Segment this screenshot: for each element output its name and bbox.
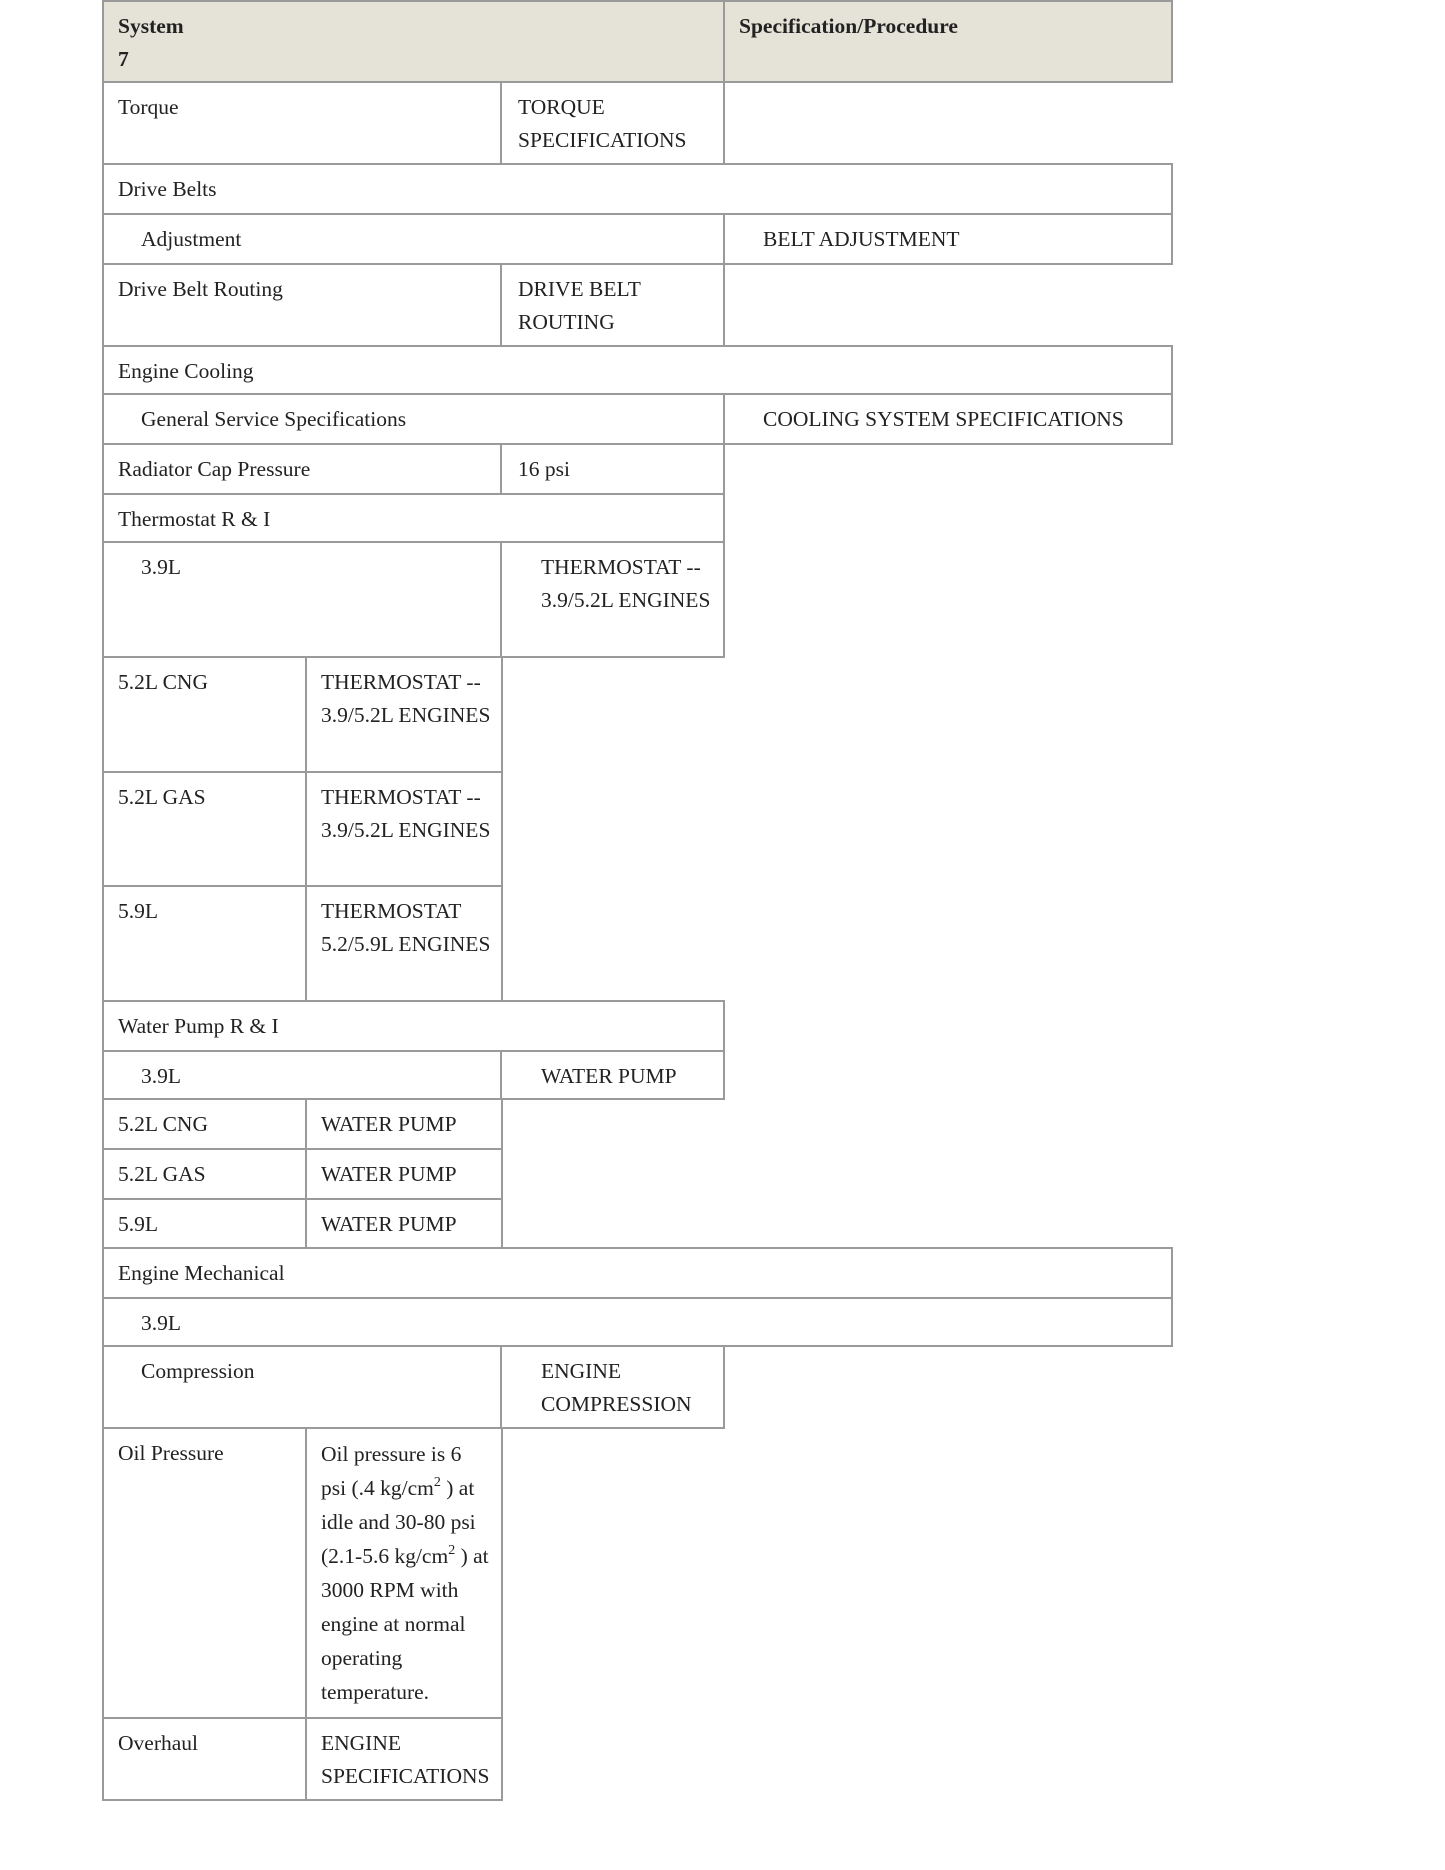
- drive-belt-routing-link[interactable]: DRIVE BELT ROUTING: [518, 277, 641, 334]
- thermo-52gas-link[interactable]: THERMOSTAT -- 3.9/5.2L ENGINES: [321, 785, 491, 842]
- thermo-59-link[interactable]: THERMOSTAT 5.2/5.9L ENGINES: [321, 899, 491, 956]
- drive-belts-section: [102, 163, 1173, 215]
- wp-59-label-cell: [102, 1198, 307, 1249]
- thermo-59-value-cell: [305, 885, 503, 1002]
- wp-52gas-label-cell: [102, 1148, 307, 1200]
- drive-belt-routing-label: Drive Belt Routing: [118, 277, 283, 301]
- header-system-cell: [102, 0, 725, 83]
- general-service-label-cell: [102, 393, 725, 445]
- thermo-52cng-link[interactable]: THERMOSTAT -- 3.9/5.2L ENGINES: [321, 670, 491, 727]
- thermo-39-label-cell: [102, 541, 502, 658]
- thermo-39-link[interactable]: THERMOSTAT -- 3.9/5.2L ENGINES: [541, 555, 711, 612]
- radiator-cap-label-cell: [102, 443, 502, 495]
- wp-52gas-link[interactable]: WATER PUMP: [321, 1162, 457, 1186]
- belt-adjustment-link[interactable]: BELT ADJUSTMENT: [763, 227, 960, 251]
- wp-39-value-cell: [500, 1050, 725, 1100]
- torque-value-cell: [500, 81, 725, 165]
- engine-compression-link[interactable]: ENGINE COMPRESSION: [541, 1359, 692, 1416]
- wp-39-label-cell: [102, 1050, 502, 1100]
- thermo-52cng-label: 5.2L CNG: [118, 670, 208, 694]
- drive-belt-routing-value-cell: [500, 263, 725, 347]
- thermo-52gas-label-cell: [102, 771, 307, 887]
- water-pump-ri-label: Water Pump R & I: [118, 1014, 279, 1038]
- torque-label-cell: [102, 81, 502, 165]
- engine-mechanical-section: [102, 1247, 1173, 1299]
- torque-label: Torque: [118, 95, 179, 119]
- radiator-cap-value-cell: [500, 443, 725, 495]
- engine-specifications-link[interactable]: ENGINE SPECIFICATIONS: [321, 1731, 490, 1788]
- wp-39-link[interactable]: WATER PUMP: [541, 1064, 677, 1088]
- engine-mechanical-label: Engine Mechanical: [118, 1261, 285, 1285]
- radiator-cap-label: Radiator Cap Pressure: [118, 457, 311, 481]
- wp-39-label: 3.9L: [141, 1064, 182, 1088]
- thermostat-ri-section: [102, 493, 725, 543]
- drive-belt-routing-label-cell: [102, 263, 502, 347]
- thermo-52gas-value-cell: [305, 771, 503, 887]
- oil-pressure-text-2: ) at idle and 30-80 psi (2.1-5.6 kg/cm: [321, 1476, 476, 1568]
- thermo-52gas-label: 5.2L GAS: [118, 785, 206, 809]
- compression-label: Compression: [141, 1359, 255, 1383]
- wp-52cng-label-cell: [102, 1098, 307, 1150]
- wp-52cng-value-cell: [305, 1098, 503, 1150]
- adjustment-value-cell: [723, 213, 1173, 265]
- wp-59-label: 5.9L: [118, 1212, 159, 1236]
- overhaul-label-cell: [102, 1717, 307, 1801]
- torque-link[interactable]: TORQUE SPECIFICATIONS: [518, 95, 687, 152]
- em-39-section: [102, 1297, 1173, 1347]
- oil-pressure-value-cell: [305, 1427, 503, 1719]
- thermo-59-label: 5.9L: [118, 899, 159, 923]
- adjustment-label: Adjustment: [141, 227, 242, 251]
- engine-cooling-label: Engine Cooling: [118, 359, 254, 383]
- radiator-cap-value: 16 psi: [518, 457, 570, 481]
- thermo-52cng-label-cell: [102, 656, 307, 773]
- general-service-value-cell: [723, 393, 1173, 445]
- oil-pressure-label-cell: [102, 1427, 307, 1719]
- thermo-59-label-cell: [102, 885, 307, 1002]
- header-system-label: System: [118, 14, 184, 38]
- wp-52cng-label: 5.2L CNG: [118, 1112, 208, 1136]
- oil-pressure-text-1: Oil pressure is 6 psi (.4 kg/cm: [321, 1442, 462, 1500]
- wp-52cng-link[interactable]: WATER PUMP: [321, 1112, 457, 1136]
- general-service-label: General Service Specifications: [141, 407, 407, 431]
- header-system-number: 7: [118, 47, 129, 71]
- overhaul-label: Overhaul: [118, 1731, 198, 1755]
- wp-52gas-value-cell: [305, 1148, 503, 1200]
- header-spec-cell: [723, 0, 1173, 83]
- water-pump-ri-section: [102, 1000, 725, 1052]
- wp-59-link[interactable]: WATER PUMP: [321, 1212, 457, 1236]
- oil-pressure-sup-1: 2: [433, 1475, 441, 1490]
- wp-52gas-label: 5.2L GAS: [118, 1162, 206, 1186]
- oil-pressure-text-3: ) at 3000 RPM with engine at normal operating temperature.: [321, 1544, 489, 1704]
- oil-pressure-label: Oil Pressure: [118, 1441, 224, 1465]
- cooling-system-specifications-link[interactable]: COOLING SYSTEM SPECIFICATIONS: [763, 407, 1124, 431]
- oil-pressure-sup-2: 2: [448, 1543, 456, 1558]
- thermo-39-value-cell: [500, 541, 725, 658]
- adjustment-label-cell: [102, 213, 725, 265]
- thermo-39-label: 3.9L: [141, 555, 182, 579]
- engine-cooling-section: [102, 345, 1173, 395]
- drive-belts-label: Drive Belts: [118, 177, 217, 201]
- overhaul-value-cell: [305, 1717, 503, 1801]
- wp-59-value-cell: [305, 1198, 503, 1249]
- compression-label-cell: [102, 1345, 502, 1429]
- em-39-label: 3.9L: [141, 1311, 182, 1335]
- compression-value-cell: [500, 1345, 725, 1429]
- thermo-52cng-value-cell: [305, 656, 503, 773]
- header-spec-label: Specification/Procedure: [739, 14, 958, 38]
- thermostat-ri-label: Thermostat R & I: [118, 507, 271, 531]
